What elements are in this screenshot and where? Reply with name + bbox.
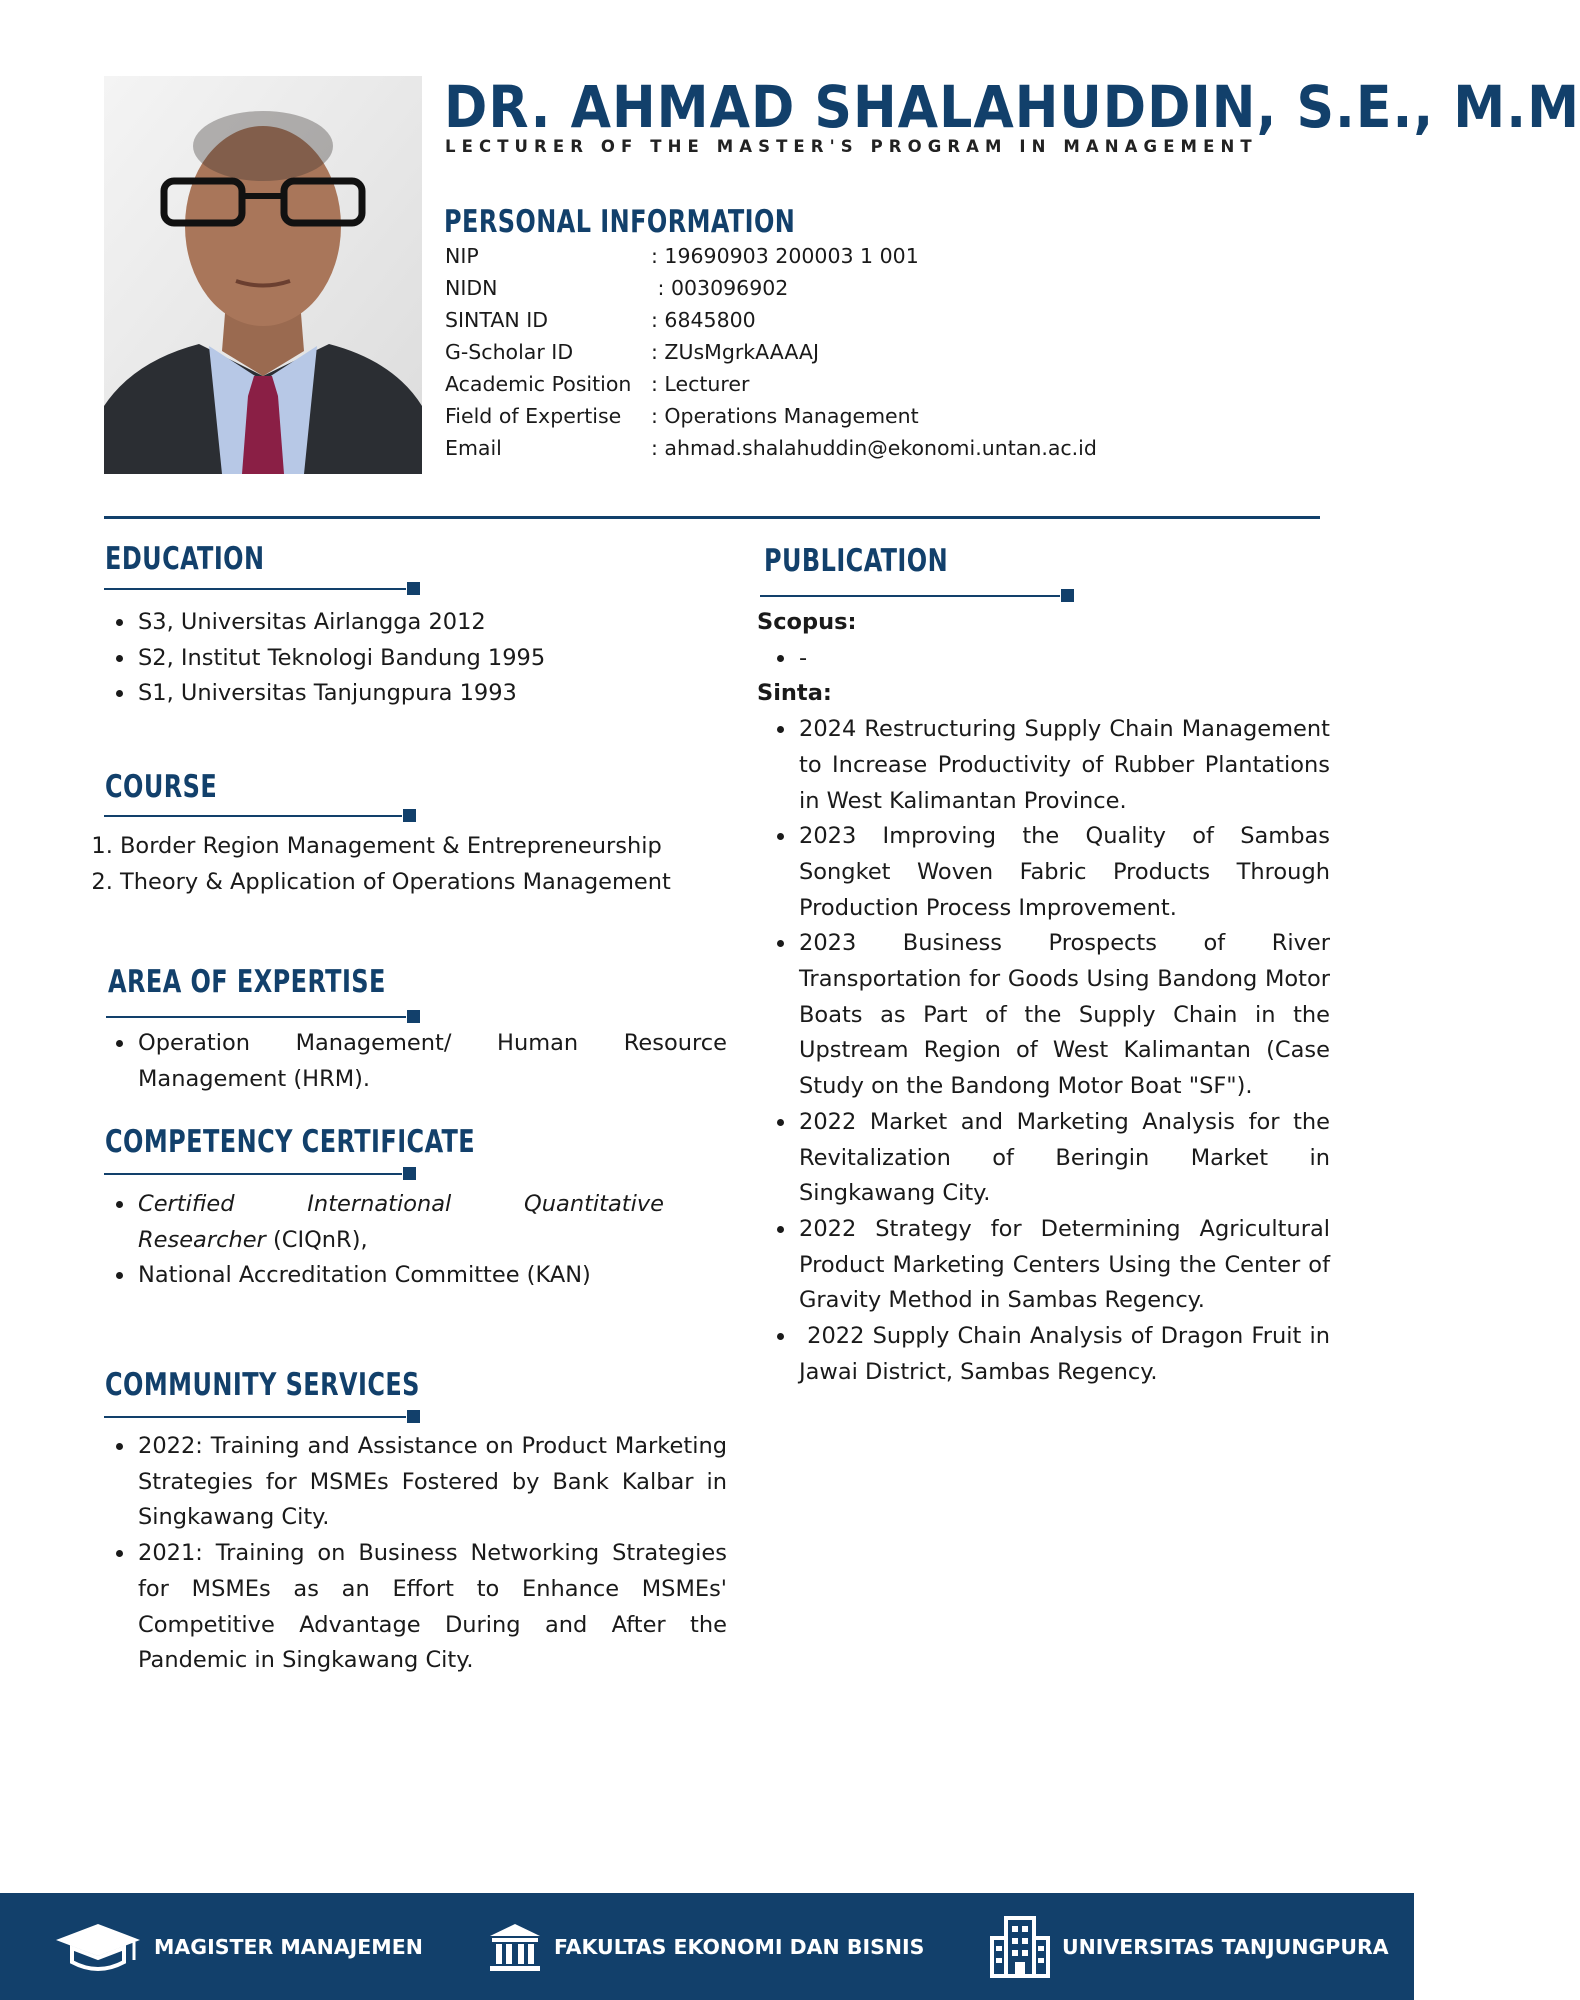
community-services-list [106, 1429, 727, 1679]
publication-heading: PUBLICATION [764, 543, 949, 579]
list-item: 2. Theory & Application of Operations Management [120, 865, 738, 901]
info-label: Field of Expertise [445, 404, 622, 428]
info-row-gscholar-id [445, 339, 819, 365]
info-row-field-of-expertise [445, 403, 919, 429]
sinta-label: Sinta: [757, 680, 832, 707]
list-item: • 2024 Restructuring Supply Chain Management to Increase Productivity of Rubber Plantations in West Kalimantan Province. [797, 712, 1330, 819]
info-label: NIP [445, 244, 479, 268]
info-label: G-Scholar ID [445, 340, 574, 364]
info-value: : Lecturer [651, 372, 750, 396]
expertise-list [106, 1026, 727, 1097]
footer-label: UNIVERSITAS TANJUNGPURA [1062, 1934, 1389, 1959]
list-item: 1. Border Region Management & Entrepreneurship [120, 829, 738, 865]
person-name: DR. AHMAD SHALAHUDDIN, S.E., M.M [444, 73, 1580, 141]
info-value: : 6845800 [651, 308, 756, 332]
list-item: • 2022 Market and Marketing Analysis for the Revitalization of Beringin Market in Singkawang City. [797, 1105, 1330, 1212]
footer-bar [0, 1893, 1414, 2000]
list-item: • 2022: Training and Assistance on Product Marketing Strategies for MSMEs Fostered by Bank Kalbar in Singkawang City. [136, 1429, 727, 1536]
info-row-sintan-id [445, 307, 756, 333]
certificate-abbrev: (CIQnR), [265, 1226, 368, 1253]
info-label: NIDN [445, 276, 498, 300]
community-services-heading: COMMUNITY SERVICES [105, 1367, 420, 1403]
heading-underline [760, 595, 1060, 597]
list-item [136, 1187, 664, 1258]
info-value: : 003096902 [651, 276, 789, 300]
publication-list [757, 605, 1338, 1390]
info-row-email [445, 435, 1097, 461]
info-row-academic-position [445, 371, 749, 397]
profile-photo [104, 76, 422, 474]
footer-item-university [990, 1893, 1389, 2000]
info-value: : ZUsMgrkAAAAJ [651, 340, 820, 364]
section-divider [104, 516, 1320, 519]
info-label: Email [445, 436, 502, 460]
scopus-label: Scopus: [757, 609, 857, 635]
footer-item-faculty [488, 1893, 924, 2000]
info-value: : ahmad.shalahuddin@ekonomi.untan.ac.id [651, 436, 1097, 460]
course-heading: COURSE [105, 769, 218, 805]
job-title: LECTURER OF THE MASTER'S PROGRAM IN MANAGEMENT [445, 137, 1258, 156]
list-item: • National Accreditation Committee (KAN) [136, 1258, 664, 1294]
list-item: • S3, Universitas Airlangga 2012 [136, 605, 726, 641]
list-item: • 2022 Strategy for Determining Agricultural Product Marketing Centers Using the Center of Gravity Method in Sambas Regency. [797, 1212, 1330, 1319]
course-list [98, 829, 738, 900]
list-item: • 2021: Training on Business Networking Strategies for MSMEs as an Effort to Enhance MSMEs' Competitive Advantage During and After the Pandemic in Singkawang City. [136, 1536, 727, 1679]
footer-item-magister [54, 1893, 423, 2000]
info-label: Academic Position [445, 372, 632, 396]
footer-label: FAKULTAS EKONOMI DAN BISNIS [554, 1934, 925, 1959]
certificate-name: Certified International Quantitative Researcher [138, 1191, 664, 1253]
heading-underline [104, 1416, 406, 1418]
building-icon [990, 1916, 1050, 1978]
area-of-expertise-heading: AREA OF EXPERTISE [108, 964, 386, 1000]
list-item: • S1, Universitas Tanjungpura 1993 [136, 676, 726, 712]
info-label: SINTAN ID [445, 308, 549, 332]
list-item: • 2022 Supply Chain Analysis of Dragon Fruit in Jawai District, Sambas Regency. [797, 1319, 1330, 1390]
info-value: : Operations Management [651, 404, 919, 428]
info-value: : 19690903 200003 1 001 [651, 244, 919, 268]
certificate-list [106, 1187, 664, 1294]
heading-underline [104, 1173, 402, 1175]
list-item: • 2023 Business Prospects of River Transportation for Goods Using Bandong Motor Boats as Part of the Supply Chain in the Upstream Region of West Kalimantan (Case Study on the Bandong Motor Boat "SF"). [797, 926, 1330, 1105]
heading-underline [104, 815, 402, 817]
list-item: • 2023 Improving the Quality of Sambas Songket Woven Fabric Products Through Production Process Improvement. [797, 819, 1330, 926]
institution-icon [488, 1922, 542, 1972]
competency-certificate-heading: COMPETENCY CERTIFICATE [105, 1124, 476, 1160]
heading-underline [106, 1016, 406, 1018]
footer-label: MAGISTER MANAJEMEN [154, 1934, 423, 1959]
info-row-nidn [445, 275, 788, 301]
heading-underline [104, 588, 406, 590]
education-list [106, 605, 726, 712]
list-item: • S2, Institut Teknologi Bandung 1995 [136, 641, 726, 677]
graduation-cap-icon [54, 1922, 142, 1972]
info-row-nip [445, 243, 919, 269]
education-heading: EDUCATION [105, 541, 265, 577]
personal-info-heading: PERSONAL INFORMATION [444, 204, 796, 240]
list-item: • - [797, 641, 1330, 677]
list-item: • Operation Management/ Human Resource Management (HRM). [136, 1026, 727, 1097]
